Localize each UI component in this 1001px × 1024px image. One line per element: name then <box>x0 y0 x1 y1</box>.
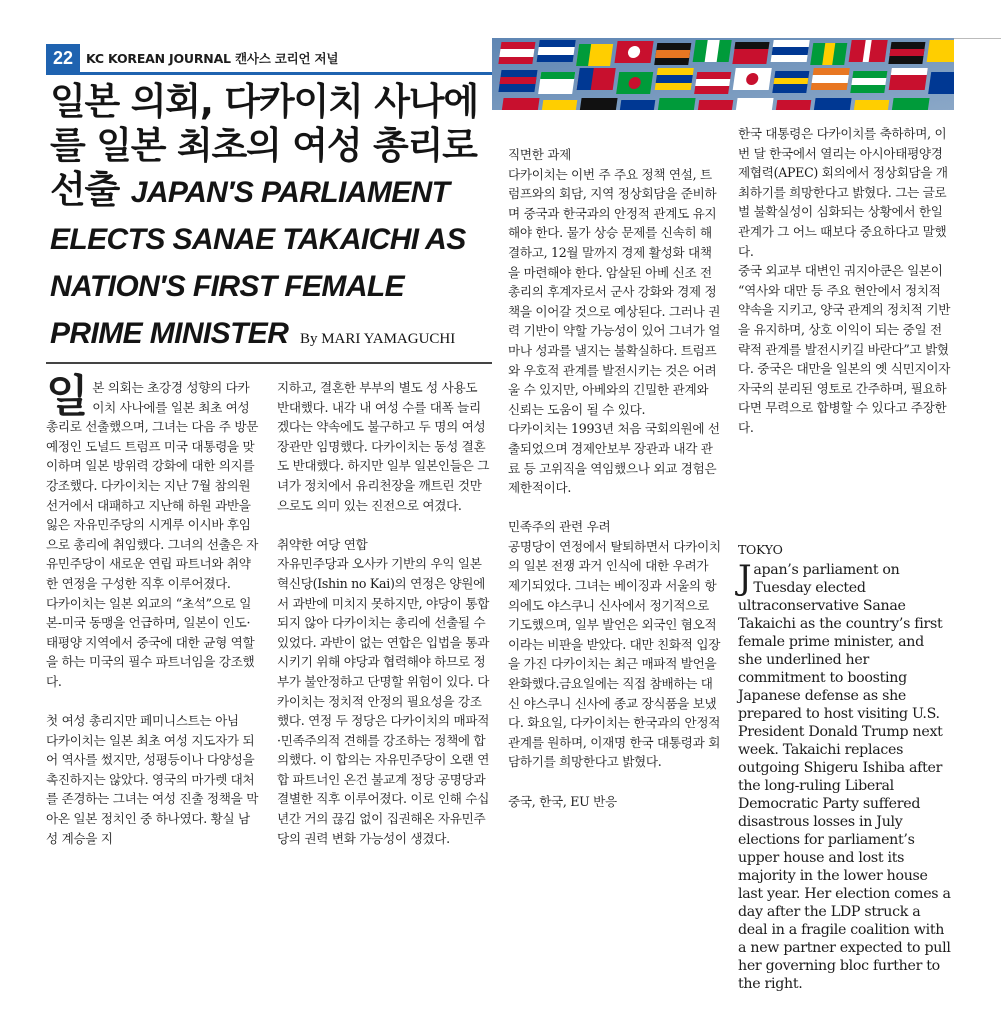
top-rule <box>954 38 1001 39</box>
paragraph: 지하고, 결혼한 부부의 별도 성 사용도 반대했다. 내각 내 여성 수를 대폭 늘리겠다는 약속에도 불구하고 두 명의 여성 장관만 임명했다. 다카이치는 동성 결혼도 반대했다. 하지만 일부 일본인들은 그녀가 정치에서 유리천장을 깨트린 것만으로도 의미 있는 진전으로 여겼다. <box>277 380 490 513</box>
paragraph: 다카이치는 일본 최초 여성 지도자가 되어 역사를 썼지만, 성평등이나 다양성을 촉진하지는 않았다. 영국의 마가렛 대처를 존경하는 그녀는 여성 진출 정책을 막아온 일본 정치인 중 하나였다. 황실 남성 계승을 지 <box>46 732 259 846</box>
drop-cap: 일 <box>46 371 89 422</box>
journal-name: KC KOREAN JOURNAL 캔사스 코리언 저널 <box>86 51 339 66</box>
byline-rule <box>46 362 492 364</box>
paragraph: 한국 대통령은 다카이치를 축하하며, 이번 달 한국에서 열리는 아시아태평양경제협력(APEC) 회의에서 정상회담을 개최하기를 희망한다고 밝혔다. 그는 글로벌 불확실성이 심화되는 상황에서 한일 관계가 그 어느 때보다 중요하다고 말했다. <box>738 126 948 259</box>
drop-cap: J <box>738 558 752 598</box>
headline-korean: 일본 의회, 다카이치 사나에를 일본 최초의 여성 총리로 선출 <box>50 80 478 211</box>
article-column-3 <box>508 145 722 811</box>
article-column-1 <box>46 371 260 848</box>
byline: By MARI YAMAGUCHI <box>299 331 456 347</box>
paragraph: 공명당이 연정에서 탈퇴하면서 다카이치의 일본 전쟁 과거 인식에 대한 우려가 제기되었다. 그녀는 베이징과 서울의 항의에도 야스쿠니 신사에서 정기적으로 기도했으며, 일부 발언은 외국인 혐오적이라는 비판을 받았다. 대만 친화적 입장을 가진 다카이치는 최근 매파적 발언을 완화했다.금요일에는 직접 참배하는 대신 야스쿠니 신사에 종교 장식품을 보냈다. 화요일, 다카이치는 한국과의 안정적 관계를 원하며, 이재명 한국 대통령과 회담하기를 희망한다고 밝혔다. <box>508 538 721 770</box>
paragraph: 다카이치는 일본 외교의 “초석”으로 일본-미국 동맹을 언급하며, 일본이 인도·태평양 지역에서 중국에 대한 균형 역할을 하는 미국의 필수 파트너임을 강조했다. <box>46 595 255 689</box>
page-number: 22 <box>46 44 80 72</box>
paragraph: 자유민주당과 오사카 기반의 우익 일본혁신당(Ishin no Kai)의 연정은 양원에서 과반에 미치지 못하지만, 야당이 통합되지 않아 다카이치는 총리에 선출될 수 있었다. 과반이 없는 연합은 입법을 통과시키기 위해 야당과 협력해야 하므로 정부가 불안정하고 단명할 위험이 있다. 다카이치는 정치적 안정의 필요성을 강조했다. 연정 두 정당은 다카이치의 매파적·민족주의적 견해를 강조하는 정책에 합의했다. 이 합의는 자유민주당이 오랜 연합 파트너인 온건 불교계 정당 공명당과 결별한 직후 이루어졌다. 이로 인해 수십 년간 거의 끊김 없이 집권해온 자유민주당의 권력 변화 가능성이 생겼다. <box>277 556 490 846</box>
headline <box>50 80 490 361</box>
subheading: 취약한 여당 연합 <box>277 536 368 552</box>
subheading: 민족주의 관련 우려 <box>508 519 611 535</box>
dateline: TOKYO <box>738 542 783 557</box>
paragraph: 다카이치는 이번 주 주요 정책 연설, 트럼프와의 회담, 지역 정상회담을 준비하며 중국과 한국과의 안정적 관계도 유지해야 한다. 물가 상승 문제를 신속히 해결하고, 12월 말까지 경제 활성화 대책을 마련해야 한다. 암살된 아베 신조 전 총리의 후계자로서 군사 강화와 경제 정책을 이어갈 것으로 예상된다. 그러나 권력 기반이 약할 가능성이 있어 그녀가 얼마나 성과를 낼지는 불확실하다. 트럼프와 우호적 관계를 발전시키는 것은 어려울 수 있지만, 아베와의 긴밀한 관계와 신뢰는 도움이 될 수 있다. <box>508 166 721 417</box>
article-column-2 <box>277 378 491 848</box>
article-column-4 <box>738 124 952 438</box>
subheading: 첫 여성 총리지만 페미니스트는 아님 <box>46 713 239 729</box>
english-paragraph: apan’s parliament on Tuesday elected ultraconservative Sanae Takaichi as the country’s first female prime minister, and she underlined her commitment to boosting Japanese defense as she prepared to host visiting U.S. President Donald Trump next week. Takaichi replaces outgoing Shigeru Ishiba after the long-ruling Liberal Democratic Party suffered disastrous losses in July elections for parliament’s upper house and lost its majority in the lower house last year. Her election comes a day after the LDP struck a deal in a fragile coalition with a new partner expected to pull her governing bloc further to the right. <box>738 562 951 992</box>
subheading: 직면한 과제 <box>508 147 572 162</box>
paragraph: 본 의회는 초강경 성향의 다카이치 사나에를 일본 최초 여성 총리로 선출했으며, 그녀는 다음 주 방문 예정인 도널드 트럼프 미국 대통령을 맞이하며 일본 방위력 강화에 대한 의지를 강조했다. 다카이치는 지난 7월 참의원 선거에서 대패하고 지난해 하원 과반을 잃은 자유민주당의 시게루 이시바 후임으로 총리에 취임했다. 그녀의 선출은 자유민주당이 새로운 연립 파트너와 취약한 연정을 구성한 직후 이루어졌다. <box>46 380 259 591</box>
subheading: 중국, 한국, EU 반응 <box>508 793 617 809</box>
flags-illustration <box>492 38 954 110</box>
header-rule <box>46 72 492 75</box>
paragraph: 중국 외교부 대변인 궈지아쿤은 일본이 “역사와 대만 등 주요 현안에서 정치적 약속을 지키고, 양국 관계의 정치적 기반을 유지하며, 상호 이익이 되는 중일 전략적 관계를 발전시키길 바란다”고 밝혔다. 중국은 대만을 일본의 옛 식민지이자 자국의 분리된 영토로 간주하며, 필요하다면 무력으로 합병할 수 있다고 주장한다. <box>738 263 951 435</box>
world-flags-banner <box>492 38 954 110</box>
paragraph: 다카이치는 1993년 처음 국회의원에 선출되었으며 경제안보부 장관과 내각 관료 등 고위직을 역임했으나 외교 경험은 제한적이다. <box>508 421 720 496</box>
page-header <box>46 44 482 72</box>
english-article <box>738 541 952 993</box>
headline-english: JAPAN′S PARLIAMENT ELECTS SANAE TAKAICHI AS NATION′S FIRST FEMALE PRIME MINISTER <box>50 176 466 350</box>
